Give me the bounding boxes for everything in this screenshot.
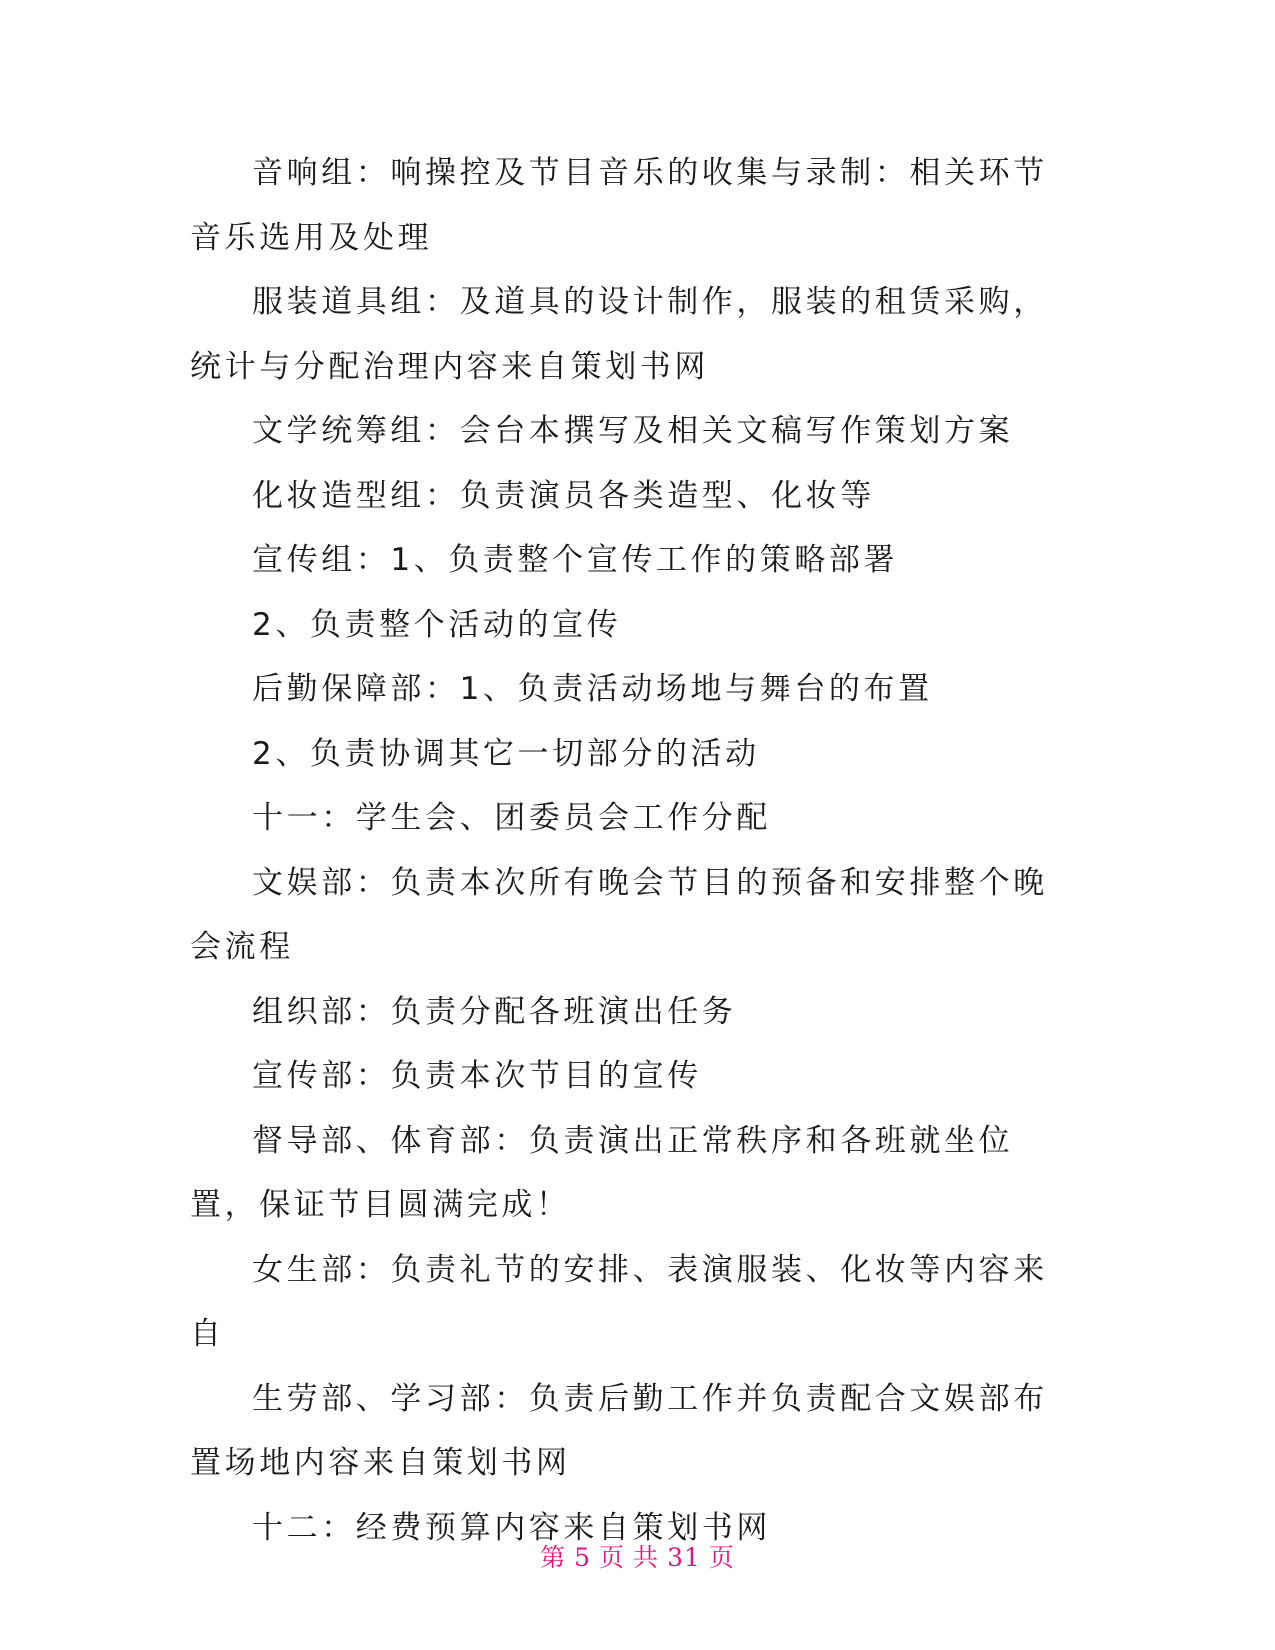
paragraph: 督导部、体育部：负责演出正常秩序和各班就坐位置，保证节目圆满完成！ [190, 1122, 1014, 1223]
paragraph: 宣传部：负责本次节目的宣传 [252, 1058, 702, 1094]
footer-total-pages: 31 [667, 1543, 701, 1572]
paragraph: 后勤保障部：1、负责活动场地与舞台的布置 [252, 671, 933, 707]
page-footer [0, 1538, 1275, 1574]
paragraph: 2、负责协调其它一切部分的活动 [252, 735, 760, 772]
paragraph: 组织部：负责分配各班演出任务 [252, 993, 737, 1030]
paragraph: 文娱部：负责本次所有晚会节目的预备和安排整个晚会流程 [190, 864, 1048, 965]
footer-prefix: 第 [540, 1543, 567, 1572]
paragraph: 十一：学生会、团委员会工作分配 [252, 800, 771, 836]
footer-page-number: 5 [574, 1543, 592, 1572]
paragraph: 宣传组：1、负责整个宣传工作的策略部署 [252, 542, 899, 578]
paragraph: 女生部：负责礼节的安排、表演服装、化妆等内容来自 [190, 1251, 1048, 1352]
paragraph: 十二：经费预算内容来自策划书网 [252, 1509, 771, 1546]
footer-total-prefix: 共 [633, 1543, 660, 1572]
paragraph: 2、负责整个活动的宣传 [252, 606, 622, 643]
paragraph: 服装道具组：及道具的设计制作，服装的租赁采购，统计与分配治理内容来自策划书网 [190, 284, 1048, 385]
footer-total-label: 页 [708, 1543, 735, 1572]
paragraph: 生劳部、学习部：负责后勤工作并负责配合文娱部布置场地内容来自策划书网 [190, 1380, 1048, 1481]
paragraph: 化妆造型组：负责演员各类造型、化妆等 [252, 477, 875, 514]
paragraph: 音响组：响操控及节目音乐的收集与录制：相关环节音乐选用及处理 [190, 155, 1048, 256]
footer-page-label: 页 [599, 1543, 626, 1572]
document-body [190, 141, 1080, 1560]
paragraph: 文学统筹组：会台本撰写及相关文稿写作策划方案 [252, 413, 1014, 449]
